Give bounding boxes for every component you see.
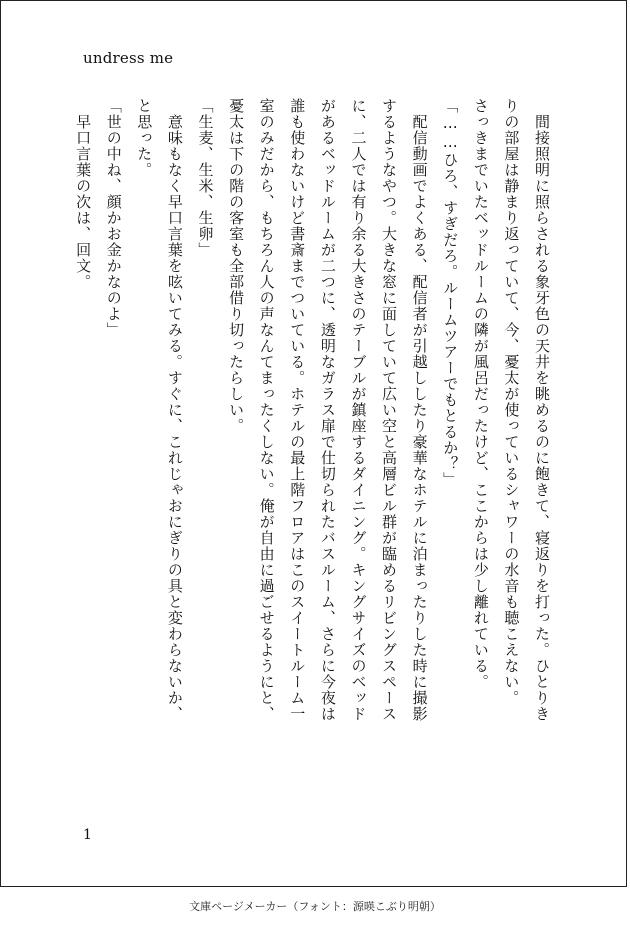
page-number: 1 bbox=[83, 827, 92, 843]
text-line: するようなやつ。大きな窓に面していて広い空と高層ビル群が臨めるリビングスペース bbox=[380, 98, 399, 722]
text-line: 憂太は下の階の客室も全部借り切ったらしい。 bbox=[227, 98, 246, 434]
text-line: 早口言葉の次は、回文。 bbox=[74, 98, 93, 290]
text-line: 「……ひろ、すぎだろ。ルームツアーでもとるか？」 bbox=[441, 98, 460, 488]
text-line: 誰も使わないけど書斎までついている。ホテルの最上階フロアはこのスイートルーム一 bbox=[288, 98, 307, 722]
running-title: undress me bbox=[83, 49, 174, 67]
text-line: さっきまでいたベッドルームの隣が風呂だったけど、ここからは少し離れている。 bbox=[471, 98, 490, 690]
text-line: 配信動画でよくある、配信者が引越ししたり豪華なホテルに泊まったりした時に撮影 bbox=[410, 98, 429, 722]
text-line: に、二人では有り余る大きさのテーブルが鎮座するダイニング。キングサイズのベッド bbox=[349, 98, 368, 722]
text-line: と思った。 bbox=[135, 98, 154, 178]
footer-caption: 文庫ページメーカー（フォント：源暎こぶり明朝） bbox=[189, 900, 441, 913]
text-line: りの部屋は静まり返っていて、今、憂太が使っているシャワーの水音も聴こえない。 bbox=[502, 98, 521, 706]
text-line: があるベッドルームが二つに、透明なガラス扉で仕切られたバスルーム、さらに今夜は bbox=[318, 98, 337, 722]
vertical-body-text bbox=[74, 98, 557, 788]
text-line: 間接照明に照らされる象牙色の天井を眺めるのに飽きて、寝返りを打った。ひとりき bbox=[533, 98, 551, 722]
text-line: 室のみだから、もちろん人の声なんてまったくしない。俺が自由に過ごせるようにと、 bbox=[257, 98, 276, 722]
text-line: 「生麦、生米、生卵」 bbox=[196, 98, 215, 258]
text-line: 意味もなく早口言葉を呟いてみる。すぐに、これじゃおにぎりの具と変わらないか、 bbox=[165, 98, 184, 722]
text-line: 「世の中ね、顔かお金かなのよ」 bbox=[104, 98, 123, 338]
